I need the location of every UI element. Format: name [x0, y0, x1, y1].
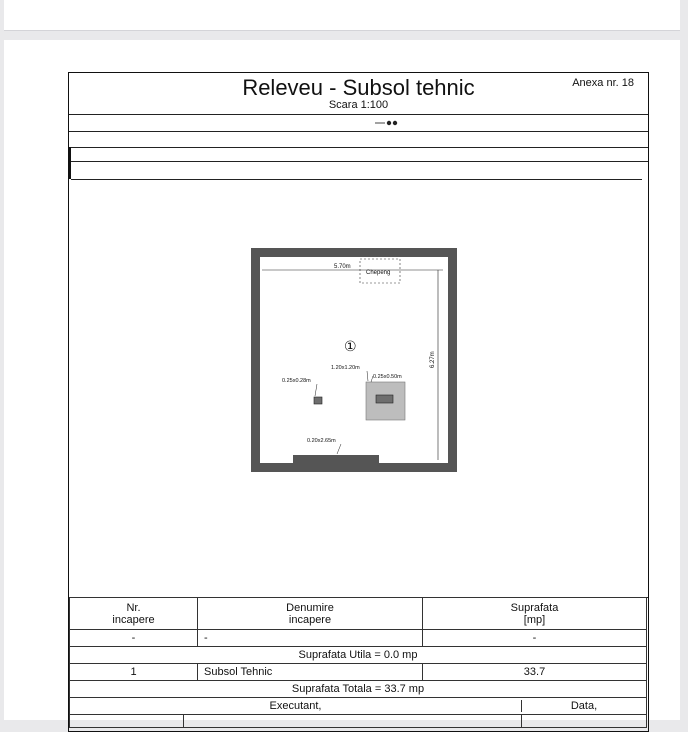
header-rule [69, 147, 648, 148]
plan-column [314, 397, 322, 404]
previous-page-edge [4, 0, 680, 31]
plan-hatch-label: Chepeng [366, 270, 391, 276]
table-row [70, 664, 647, 681]
area-table [69, 597, 647, 728]
header-rule [69, 131, 648, 132]
footer-row [70, 698, 647, 715]
signature-cell [70, 715, 184, 727]
floor-plan [251, 248, 457, 472]
signature-cell [184, 715, 522, 727]
header-name: Denumire incapere [198, 598, 423, 630]
header-rule [69, 161, 648, 162]
grand-total: Suprafata Totala = 33.7 mp [70, 681, 647, 698]
usable-total-row [70, 647, 647, 664]
signature-row [70, 715, 647, 728]
annex-number: Anexa nr. 18 [572, 77, 634, 89]
plan-column-dimension: 0.25x0.28m [282, 378, 311, 384]
plan-pit-inner [376, 395, 393, 403]
cell-name: Subsol Tehnic [198, 664, 423, 681]
grand-total-row [70, 681, 647, 698]
header-rule [71, 179, 642, 180]
executant-label: Executant, [70, 700, 522, 712]
plan-height-dimension: 6.27m [430, 351, 436, 368]
plan-room-interior [260, 257, 448, 463]
header-nr: Nr. incapere [70, 598, 198, 630]
releveu-sheet [68, 72, 649, 732]
document-scale: Scara 1:100 [328, 99, 389, 111]
cell-name: - [198, 630, 423, 647]
plan-opening-ledge [293, 455, 379, 463]
plan-pit-inner-dimension: 0.25x0.50m [373, 374, 402, 380]
cell-nr: - [70, 630, 198, 647]
header-area: Suprafata [mp] [422, 598, 646, 630]
plan-room-number: ① [344, 338, 357, 354]
plan-opening-dimension: 0.20x2.65m [307, 438, 336, 444]
document-page [4, 40, 680, 720]
usable-total: Suprafata Utila = 0.0 mp [70, 647, 647, 664]
cell-nr: 1 [70, 664, 198, 681]
table-header-row [70, 598, 647, 630]
cell-area: - [422, 630, 646, 647]
date-label: Data, [570, 700, 598, 712]
plan-pit-dimension: 1.20x1.20m [331, 365, 360, 371]
document-title: Releveu - Subsol tehnic [242, 75, 475, 100]
signature-cell [522, 715, 646, 727]
header-rule [69, 114, 648, 115]
plan-width-dimension: 5.70m [334, 264, 351, 270]
cell-area: 33.7 [422, 664, 646, 681]
margin-mark [69, 147, 71, 179]
ink-mark [375, 119, 401, 127]
table-row [70, 630, 647, 647]
